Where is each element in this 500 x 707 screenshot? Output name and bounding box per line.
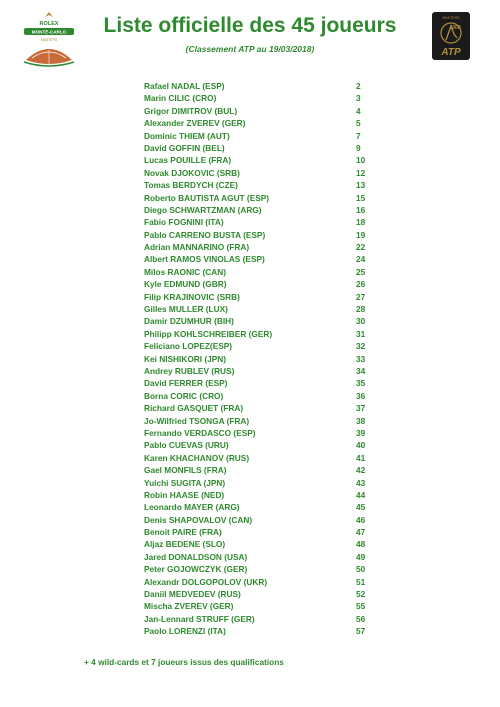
player-name: Roberto BAUTISTA AGUT (ESP)	[144, 192, 270, 203]
player-name: Damir DZUMHUR (BIH)	[144, 316, 234, 327]
player-name: Adrian MANNARINO (FRA)	[144, 242, 250, 253]
player-row	[144, 278, 374, 290]
player-name: Richard GASQUET (FRA)	[144, 403, 244, 414]
player-rank: 48	[356, 539, 366, 550]
player-name: Daniil MEDVEDEV (RUS)	[144, 589, 241, 600]
player-row	[144, 154, 374, 166]
player-row	[144, 241, 374, 253]
player-rank: 56	[356, 613, 366, 624]
player-row	[144, 167, 374, 179]
player-name: Kei NISHIKORI (JPN)	[144, 353, 227, 364]
player-row	[144, 613, 374, 625]
player-name: Mischa ZVEREV (GER)	[144, 601, 234, 612]
player-rank: 15	[356, 192, 366, 203]
atp-logo-number: 1000	[449, 25, 461, 31]
player-rank: 55	[356, 601, 366, 612]
player-row	[144, 402, 374, 414]
player-row	[144, 377, 374, 389]
player-rank: 52	[356, 589, 366, 600]
player-name: Yuichi SUGITA (JPN)	[144, 477, 226, 488]
player-name: Diego SCHWARTZMAN (ARG)	[144, 204, 262, 215]
player-row	[144, 216, 374, 228]
page-subtitle: (Classement ATP au 19/03/2018)	[185, 44, 315, 54]
player-row	[144, 390, 374, 402]
page-title: Liste officielle des 45 joueurs	[103, 14, 397, 37]
player-name: Milos RAONIC (CAN)	[144, 266, 227, 277]
player-name: Karen KHACHANOV (RUS)	[144, 452, 250, 463]
player-row	[144, 538, 374, 550]
player-row	[144, 526, 374, 538]
player-row	[144, 192, 374, 204]
player-row	[144, 266, 374, 278]
atp-masters-1000-logo	[432, 12, 470, 60]
player-rank: 47	[356, 527, 366, 538]
player-row	[144, 464, 374, 476]
player-rank: 37	[356, 403, 366, 414]
player-rank: 3	[356, 93, 361, 104]
player-name: Jo-Wilfried TSONGA (FRA)	[144, 415, 250, 426]
player-row	[144, 563, 374, 575]
player-row	[144, 625, 374, 637]
player-rank: 4	[356, 105, 361, 116]
player-row	[144, 501, 374, 513]
player-rank: 7	[356, 130, 361, 141]
player-rank: 27	[356, 291, 366, 302]
player-row	[144, 477, 374, 489]
player-rank: 43	[356, 477, 366, 488]
player-name: Benoit PAIRE (FRA)	[144, 527, 222, 538]
player-rank: 34	[356, 365, 366, 376]
player-rank: 13	[356, 180, 366, 191]
player-name: Feliciano LOPEZ(ESP)	[144, 341, 233, 352]
player-name: Peter GOJOWCZYK (GER)	[144, 564, 248, 575]
player-row	[144, 551, 374, 563]
player-rank: 22	[356, 242, 366, 253]
player-row	[144, 353, 374, 365]
player-name: Albert RAMOS VINOLAS (ESP)	[144, 254, 265, 265]
player-row	[144, 315, 374, 327]
player-rank: 41	[356, 452, 366, 463]
player-row	[144, 229, 374, 241]
player-name: Leonardo MAYER (ARG)	[144, 502, 240, 513]
player-row	[144, 80, 374, 92]
player-row	[144, 576, 374, 588]
player-name: Borna CORIC (CRO)	[144, 390, 224, 401]
player-row	[144, 600, 374, 612]
player-name: Dominic THIEM (AUT)	[144, 130, 230, 141]
player-name: Marin CILIC (CRO)	[144, 93, 217, 104]
player-name: David FERRER (ESP)	[144, 378, 228, 389]
player-row	[144, 514, 374, 526]
logo-line2: MASTERS	[40, 38, 58, 42]
player-rank: 35	[356, 378, 366, 389]
player-row	[144, 365, 374, 377]
player-row	[144, 415, 374, 427]
player-rank: 57	[356, 626, 366, 637]
player-rank: 50	[356, 564, 366, 575]
player-row	[144, 179, 374, 191]
player-rank: 19	[356, 229, 366, 240]
player-rank: 28	[356, 304, 366, 315]
player-name: Jared DONALDSON (USA)	[144, 551, 248, 562]
player-row	[144, 142, 374, 154]
player-name: Rafael NADAL (ESP)	[144, 81, 225, 91]
player-name: Novak DJOKOVIC (SRB)	[144, 167, 240, 178]
player-name: Pablo CARRENO BUSTA (ESP)	[144, 229, 266, 240]
player-row	[144, 130, 374, 142]
player-row	[144, 105, 374, 117]
player-rank: 33	[356, 353, 366, 364]
player-rank: 45	[356, 502, 366, 513]
player-rank: 30	[356, 316, 366, 327]
player-rank: 51	[356, 576, 366, 587]
player-row	[144, 427, 374, 439]
player-rank: 36	[356, 390, 366, 401]
player-row	[144, 328, 374, 340]
player-rank: 18	[356, 217, 366, 228]
player-row	[144, 253, 374, 265]
player-name: Paolo LORENZI (ITA)	[144, 626, 226, 637]
player-name: Grigor DIMITROV (BUL)	[144, 105, 238, 116]
player-name: Robin HAASE (NED)	[144, 489, 225, 500]
player-name: Kyle EDMUND (GBR)	[144, 279, 227, 290]
player-rank: 16	[356, 204, 366, 215]
player-rank: 2	[356, 81, 361, 91]
atp-logo-top: MASTERS	[442, 16, 460, 20]
player-rank: 44	[356, 489, 366, 500]
player-name: Fernando VERDASCO (ESP)	[144, 427, 256, 438]
player-name: Lucas POUILLE (FRA)	[144, 155, 232, 166]
player-rank: 32	[356, 341, 366, 352]
player-name: Denis SHAPOVALOV (CAN)	[144, 514, 253, 525]
player-name: Pablo CUEVAS (URU)	[144, 440, 229, 451]
logo-line1: MONTE-CARLO	[31, 29, 67, 35]
player-name: Philipp KOHLSCHREIBER (GER)	[144, 328, 273, 339]
player-rank: 46	[356, 514, 366, 525]
player-name: Andrey RUBLEV (RUS)	[144, 365, 235, 376]
player-rank: 42	[356, 465, 366, 476]
player-list	[144, 80, 374, 638]
player-rank: 12	[356, 167, 366, 178]
player-row	[144, 489, 374, 501]
player-rank: 38	[356, 415, 366, 426]
player-rank: 5	[356, 118, 361, 129]
player-name: Gilles MULLER (LUX)	[144, 304, 228, 315]
player-row	[144, 439, 374, 451]
player-rank: 10	[356, 155, 366, 166]
player-rank: 40	[356, 440, 366, 451]
player-name: Jan-Lennard STRUFF (GER)	[144, 613, 255, 624]
player-name: Tomas BERDYCH (CZE)	[144, 180, 238, 191]
player-name: Gael MONFILS (FRA)	[144, 465, 227, 476]
player-rank: 9	[356, 142, 361, 153]
player-row	[144, 588, 374, 600]
player-rank: 31	[356, 328, 366, 339]
player-row	[144, 117, 374, 129]
player-row	[144, 340, 374, 352]
player-row	[144, 303, 374, 315]
player-row	[144, 291, 374, 303]
player-row	[144, 204, 374, 216]
player-rank: 24	[356, 254, 366, 265]
player-rank: 49	[356, 551, 366, 562]
player-name: David GOFFIN (BEL)	[144, 142, 225, 153]
player-name: Filip KRAJINOVIC (SRB)	[144, 291, 240, 302]
player-name: Alexandr DOLGOPOLOV (UKR)	[144, 576, 268, 587]
logo-brand: ROLEX	[39, 21, 59, 27]
player-row	[144, 452, 374, 464]
player-rank: 25	[356, 266, 366, 277]
atp-logo-brand: ATP	[441, 47, 461, 58]
footnote: + 4 wild-cards et 7 joueurs issus des qualifications	[84, 657, 284, 667]
player-row	[144, 92, 374, 104]
player-name: Fabio FOGNINI (ITA)	[144, 217, 224, 228]
player-rank: 26	[356, 279, 366, 290]
player-name: Aljaz BEDENE (SLO)	[144, 539, 226, 550]
player-name: Alexander ZVEREV (GER)	[144, 118, 246, 129]
player-rank: 39	[356, 427, 366, 438]
